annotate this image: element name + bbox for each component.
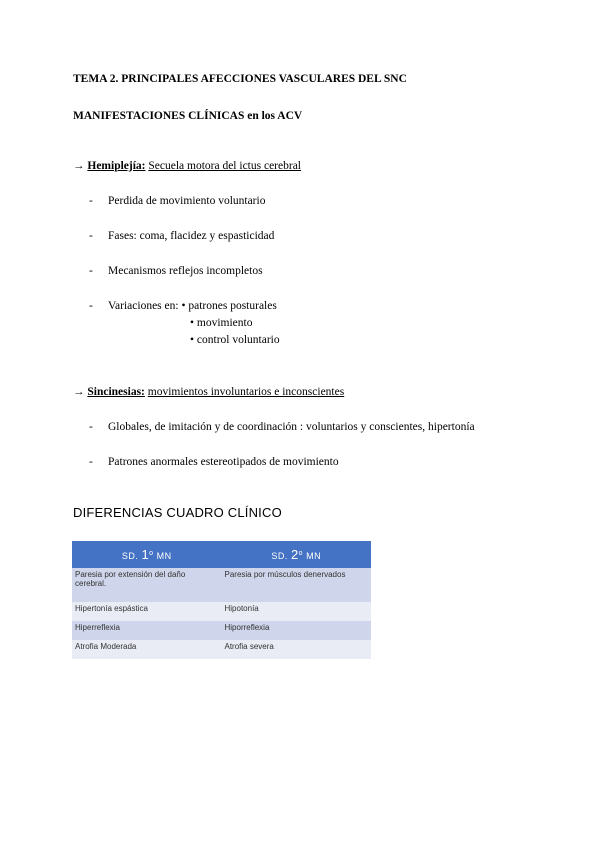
arrow-icon: → — [73, 386, 85, 398]
sincinesias-heading — [73, 386, 344, 398]
bullet-dash: - — [89, 421, 93, 433]
table-cell: Atrofia Moderada — [72, 640, 222, 659]
table-row — [72, 640, 371, 659]
table-cell: Paresia por extensión del daño cerebral. — [72, 568, 222, 602]
table-cell: Hipotonía — [222, 602, 372, 621]
table-cell: Hipertonía espástica — [72, 602, 222, 621]
header-superscript: o — [149, 550, 154, 557]
variaciones-label: Variaciones en: — [108, 300, 179, 312]
variacion-item: • control voluntario — [190, 334, 280, 346]
header-number: 2 — [290, 547, 299, 562]
sincinesias-term: Sincinesias: — [87, 386, 145, 398]
document-title: TEMA 2. PRINCIPALES AFECCIONES VASCULARES DEL SNC — [73, 73, 407, 85]
bullet-dash: - — [89, 195, 93, 207]
variacion-item: • patrones posturales — [181, 300, 277, 312]
sincinesias-definition: movimientos involuntarios e inconscientes — [147, 386, 345, 398]
table-header-2mn — [222, 541, 372, 568]
header-number: 1 — [141, 547, 150, 562]
table-header-row — [72, 541, 371, 568]
header-suffix: MN — [156, 551, 172, 561]
header-superscript: o — [298, 550, 304, 557]
header-suffix: MN — [306, 551, 322, 561]
header-prefix: SD. — [271, 551, 288, 561]
hemiplejia-heading — [73, 160, 301, 172]
hemiplejia-term: Hemiplejía: — [87, 160, 146, 172]
clinical-differences-table — [72, 541, 371, 659]
header-prefix: SD. — [121, 551, 139, 561]
table-header-1mn — [72, 541, 222, 568]
bullet-dash: - — [89, 300, 93, 312]
list-item: Fases: coma, flacidez y espasticidad — [108, 230, 275, 242]
list-item: Patrones anormales estereotipados de movimiento — [108, 456, 339, 468]
table-row — [72, 621, 371, 640]
bullet-dash: - — [89, 265, 93, 277]
bullet-dash: - — [89, 230, 93, 242]
bullet-dash: - — [89, 456, 93, 468]
list-item: Mecanismos reflejos incompletos — [108, 265, 263, 277]
list-item: Perdida de movimiento voluntario — [108, 195, 266, 207]
table-row — [72, 602, 371, 621]
table-cell: Hiperreflexia — [72, 621, 222, 640]
list-item: Globales, de imitación y de coordinación : voluntarios y conscientes, hipertonía — [108, 421, 475, 433]
table-cell: Paresia por músculos denervados — [222, 568, 372, 602]
differences-title: DIFERENCIAS CUADRO CLÍNICO — [73, 505, 282, 520]
list-item — [108, 300, 277, 312]
table-cell: Atrofia severa — [222, 640, 372, 659]
hemiplejia-definition: Secuela motora del ictus cerebral — [148, 160, 301, 172]
section-subtitle: MANIFESTACIONES CLÍNICAS en los ACV — [73, 110, 303, 122]
table-row — [72, 568, 371, 602]
arrow-icon: → — [73, 160, 85, 172]
variacion-item: • movimiento — [190, 317, 253, 329]
table-cell: Hiporreflexia — [222, 621, 372, 640]
